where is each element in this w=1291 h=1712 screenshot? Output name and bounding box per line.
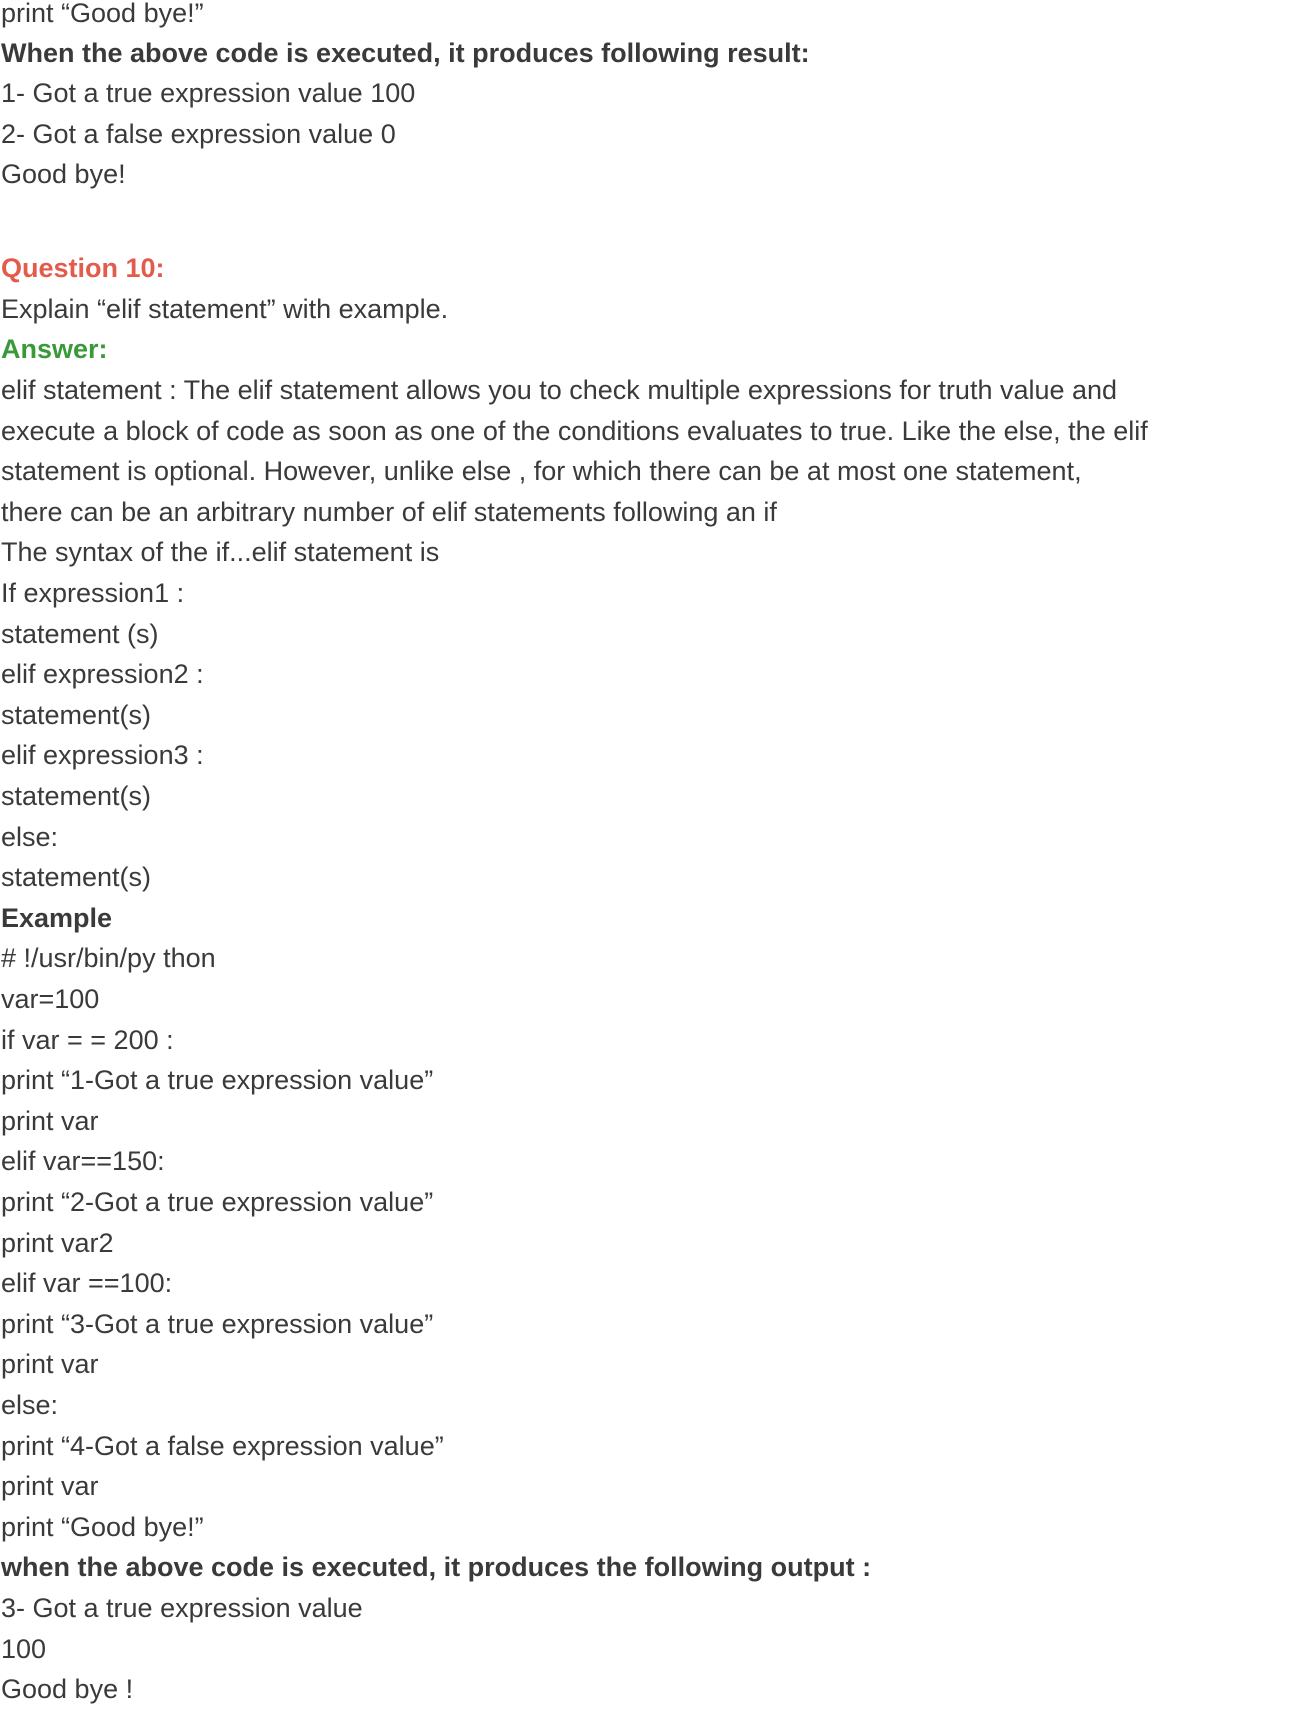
syntax-line: else: <box>1 822 59 852</box>
syntax-line: statement(s) <box>1 862 152 892</box>
example-heading: Example <box>1 903 113 933</box>
code-line: print var2 <box>1 1228 114 1258</box>
code-line: print var <box>1 1349 99 1379</box>
code-line: var=100 <box>1 984 100 1014</box>
output-line: 100 <box>1 1634 47 1664</box>
code-line: elif var ==100: <box>1 1268 173 1298</box>
code-line: else: <box>1 1390 59 1420</box>
code-line: print var <box>1 1106 99 1136</box>
answer-text: elif statement : The elif statement allows you to check multiple expressions for truth value and <box>1 375 1118 405</box>
code-line: print var <box>1 1471 99 1501</box>
code-line: print “2-Got a true expression value” <box>1 1187 434 1217</box>
text-line: 2- Got a false expression value 0 <box>1 119 396 149</box>
code-line: if var = = 200 : <box>1 1025 174 1055</box>
code-line: print “4-Got a false expression value” <box>1 1431 444 1461</box>
text-line: print “Good bye!” <box>1 0 204 28</box>
answer-text: execute a block of code as soon as one of the conditions evaluates to true. Like the else, the elif <box>1 416 1148 446</box>
answer-text: there can be an arbitrary number of elif statements following an if <box>1 497 777 527</box>
syntax-line: statement(s) <box>1 700 152 730</box>
question-heading: Question 10: <box>1 253 165 283</box>
syntax-line: elif expression3 : <box>1 740 204 770</box>
code-line: print “3-Got a true expression value” <box>1 1309 434 1339</box>
text-line: Good bye! <box>1 159 126 189</box>
text-line: The syntax of the if...elif statement is <box>1 537 440 567</box>
syntax-line: statement(s) <box>1 781 152 811</box>
code-line: elif var==150: <box>1 1146 165 1176</box>
question-text: Explain “elif statement” with example. <box>1 294 449 324</box>
answer-text: statement is optional. However, unlike else , for which there can be at most one statement, <box>1 456 1082 486</box>
result-heading: When the above code is executed, it produces following result: <box>1 38 810 68</box>
output-heading: when the above code is executed, it produces the following output : <box>1 1552 872 1582</box>
code-line: # !/usr/bin/py thon <box>1 943 216 973</box>
syntax-line: statement (s) <box>1 619 159 649</box>
output-line: Good bye ! <box>1 1674 134 1704</box>
syntax-line: elif expression2 : <box>1 659 204 689</box>
answer-heading: Answer: <box>1 334 108 364</box>
syntax-line: If expression1 : <box>1 578 185 608</box>
output-line: 3- Got a true expression value <box>1 1593 363 1623</box>
code-line: print “1-Got a true expression value” <box>1 1065 434 1095</box>
text-line: 1- Got a true expression value 100 <box>1 78 416 108</box>
code-line: print “Good bye!” <box>1 1512 204 1542</box>
